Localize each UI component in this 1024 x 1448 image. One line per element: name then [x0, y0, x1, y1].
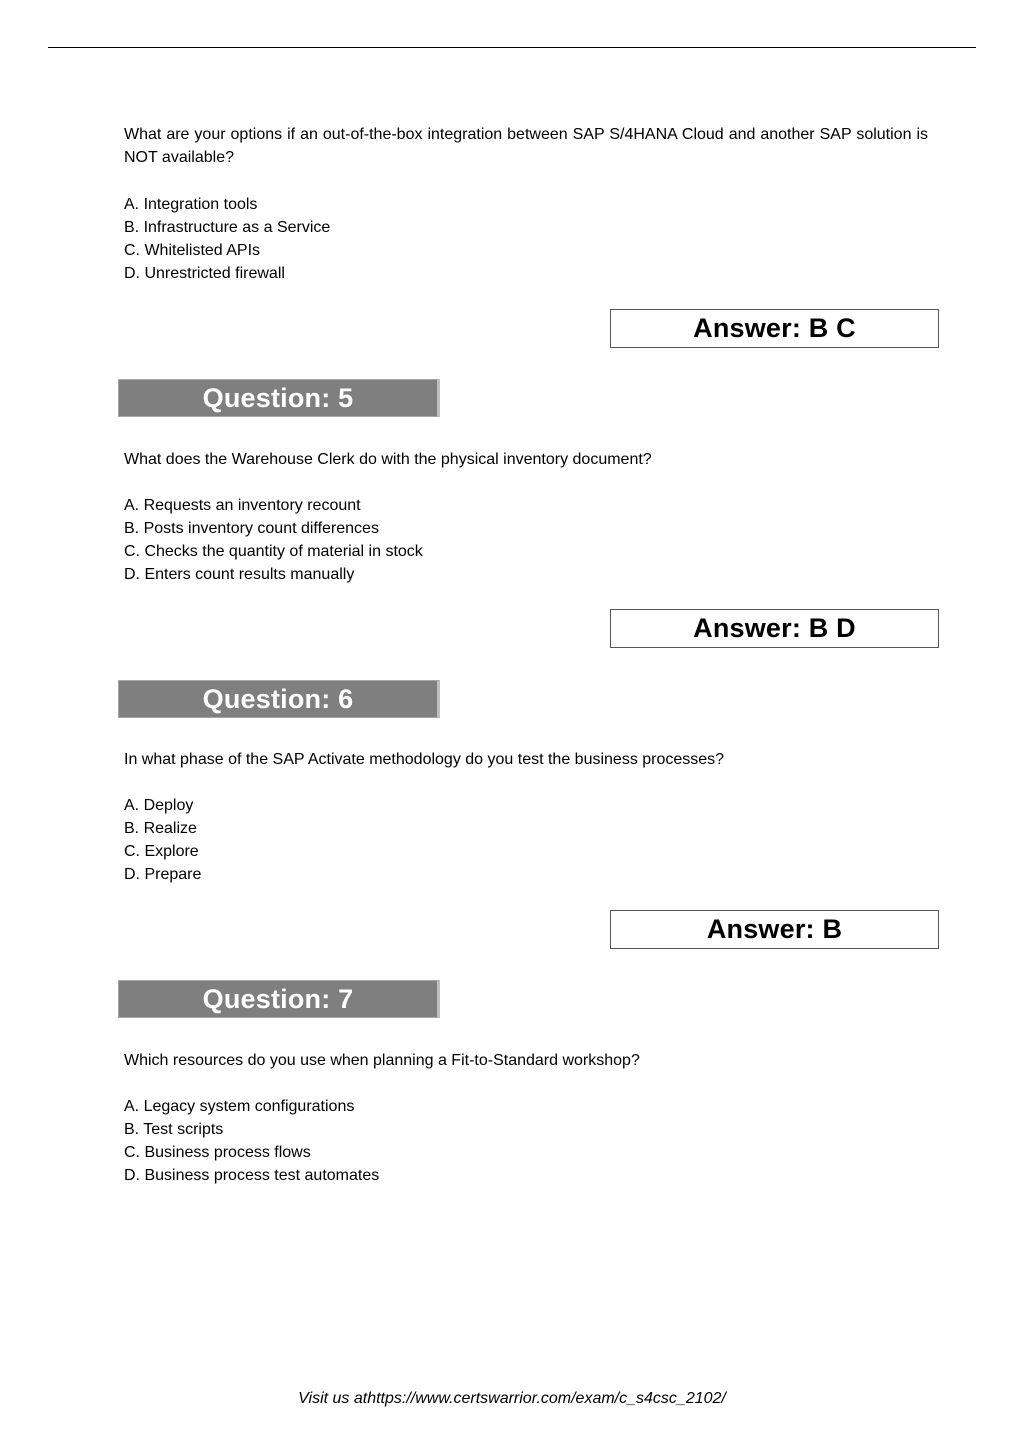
question-6-text: In what phase of the SAP Activate methodology do you test the business processes? [124, 751, 725, 768]
question-4-option-a: A. Integration tools [124, 196, 258, 213]
question-5-option-a: A. Requests an inventory recount [124, 497, 361, 514]
question-6-option-a: A. Deploy [124, 797, 194, 814]
question-6-option-c: C. Explore [124, 843, 199, 860]
question-6-option-b: B. Realize [124, 820, 197, 837]
question-7-options [124, 1095, 928, 1187]
question-6-header: Question: 6 [118, 680, 440, 718]
question-6-answer: Answer: B [610, 910, 939, 949]
question-5-answer: Answer: B D [610, 609, 939, 648]
question-5-option-b: B. Posts inventory count differences [124, 520, 379, 537]
question-4-option-c: C. Whitelisted APIs [124, 242, 261, 259]
question-5-text: What does the Warehouse Clerk do with the physical inventory document? [124, 451, 652, 468]
question-4-option-b: B. Infrastructure as a Service [124, 219, 331, 236]
question-6-options [124, 794, 928, 886]
question-5-header: Question: 5 [118, 379, 440, 417]
question-7-header: Question: 7 [118, 980, 440, 1018]
question-7-option-d: D. Business process test automates [124, 1167, 380, 1184]
footer-link-text: Visit us athttps://www.certswarrior.com/exam/c_s4csc_2102/ [298, 1390, 726, 1407]
question-5-options [124, 494, 928, 586]
question-5-option-d: D. Enters count results manually [124, 566, 355, 583]
question-5-option-c: C. Checks the quantity of material in stock [124, 543, 423, 560]
top-rule [48, 47, 976, 48]
question-6-option-d: D. Prepare [124, 866, 202, 883]
question-7-option-a: A. Legacy system configurations [124, 1098, 355, 1115]
question-7-text: Which resources do you use when planning a Fit-to-Standard workshop? [124, 1052, 640, 1069]
question-4-options [124, 193, 928, 285]
question-4-answer: Answer: B C [610, 309, 939, 348]
question-7-option-c: C. Business process flows [124, 1144, 311, 1161]
question-7-option-b: B. Test scripts [124, 1121, 224, 1138]
question-4-option-d: D. Unrestricted firewall [124, 265, 285, 282]
question-4-text: What are your options if an out-of-the-box integration between SAP S/4HANA Cloud and another SAP solution is NOT available? [124, 126, 928, 166]
